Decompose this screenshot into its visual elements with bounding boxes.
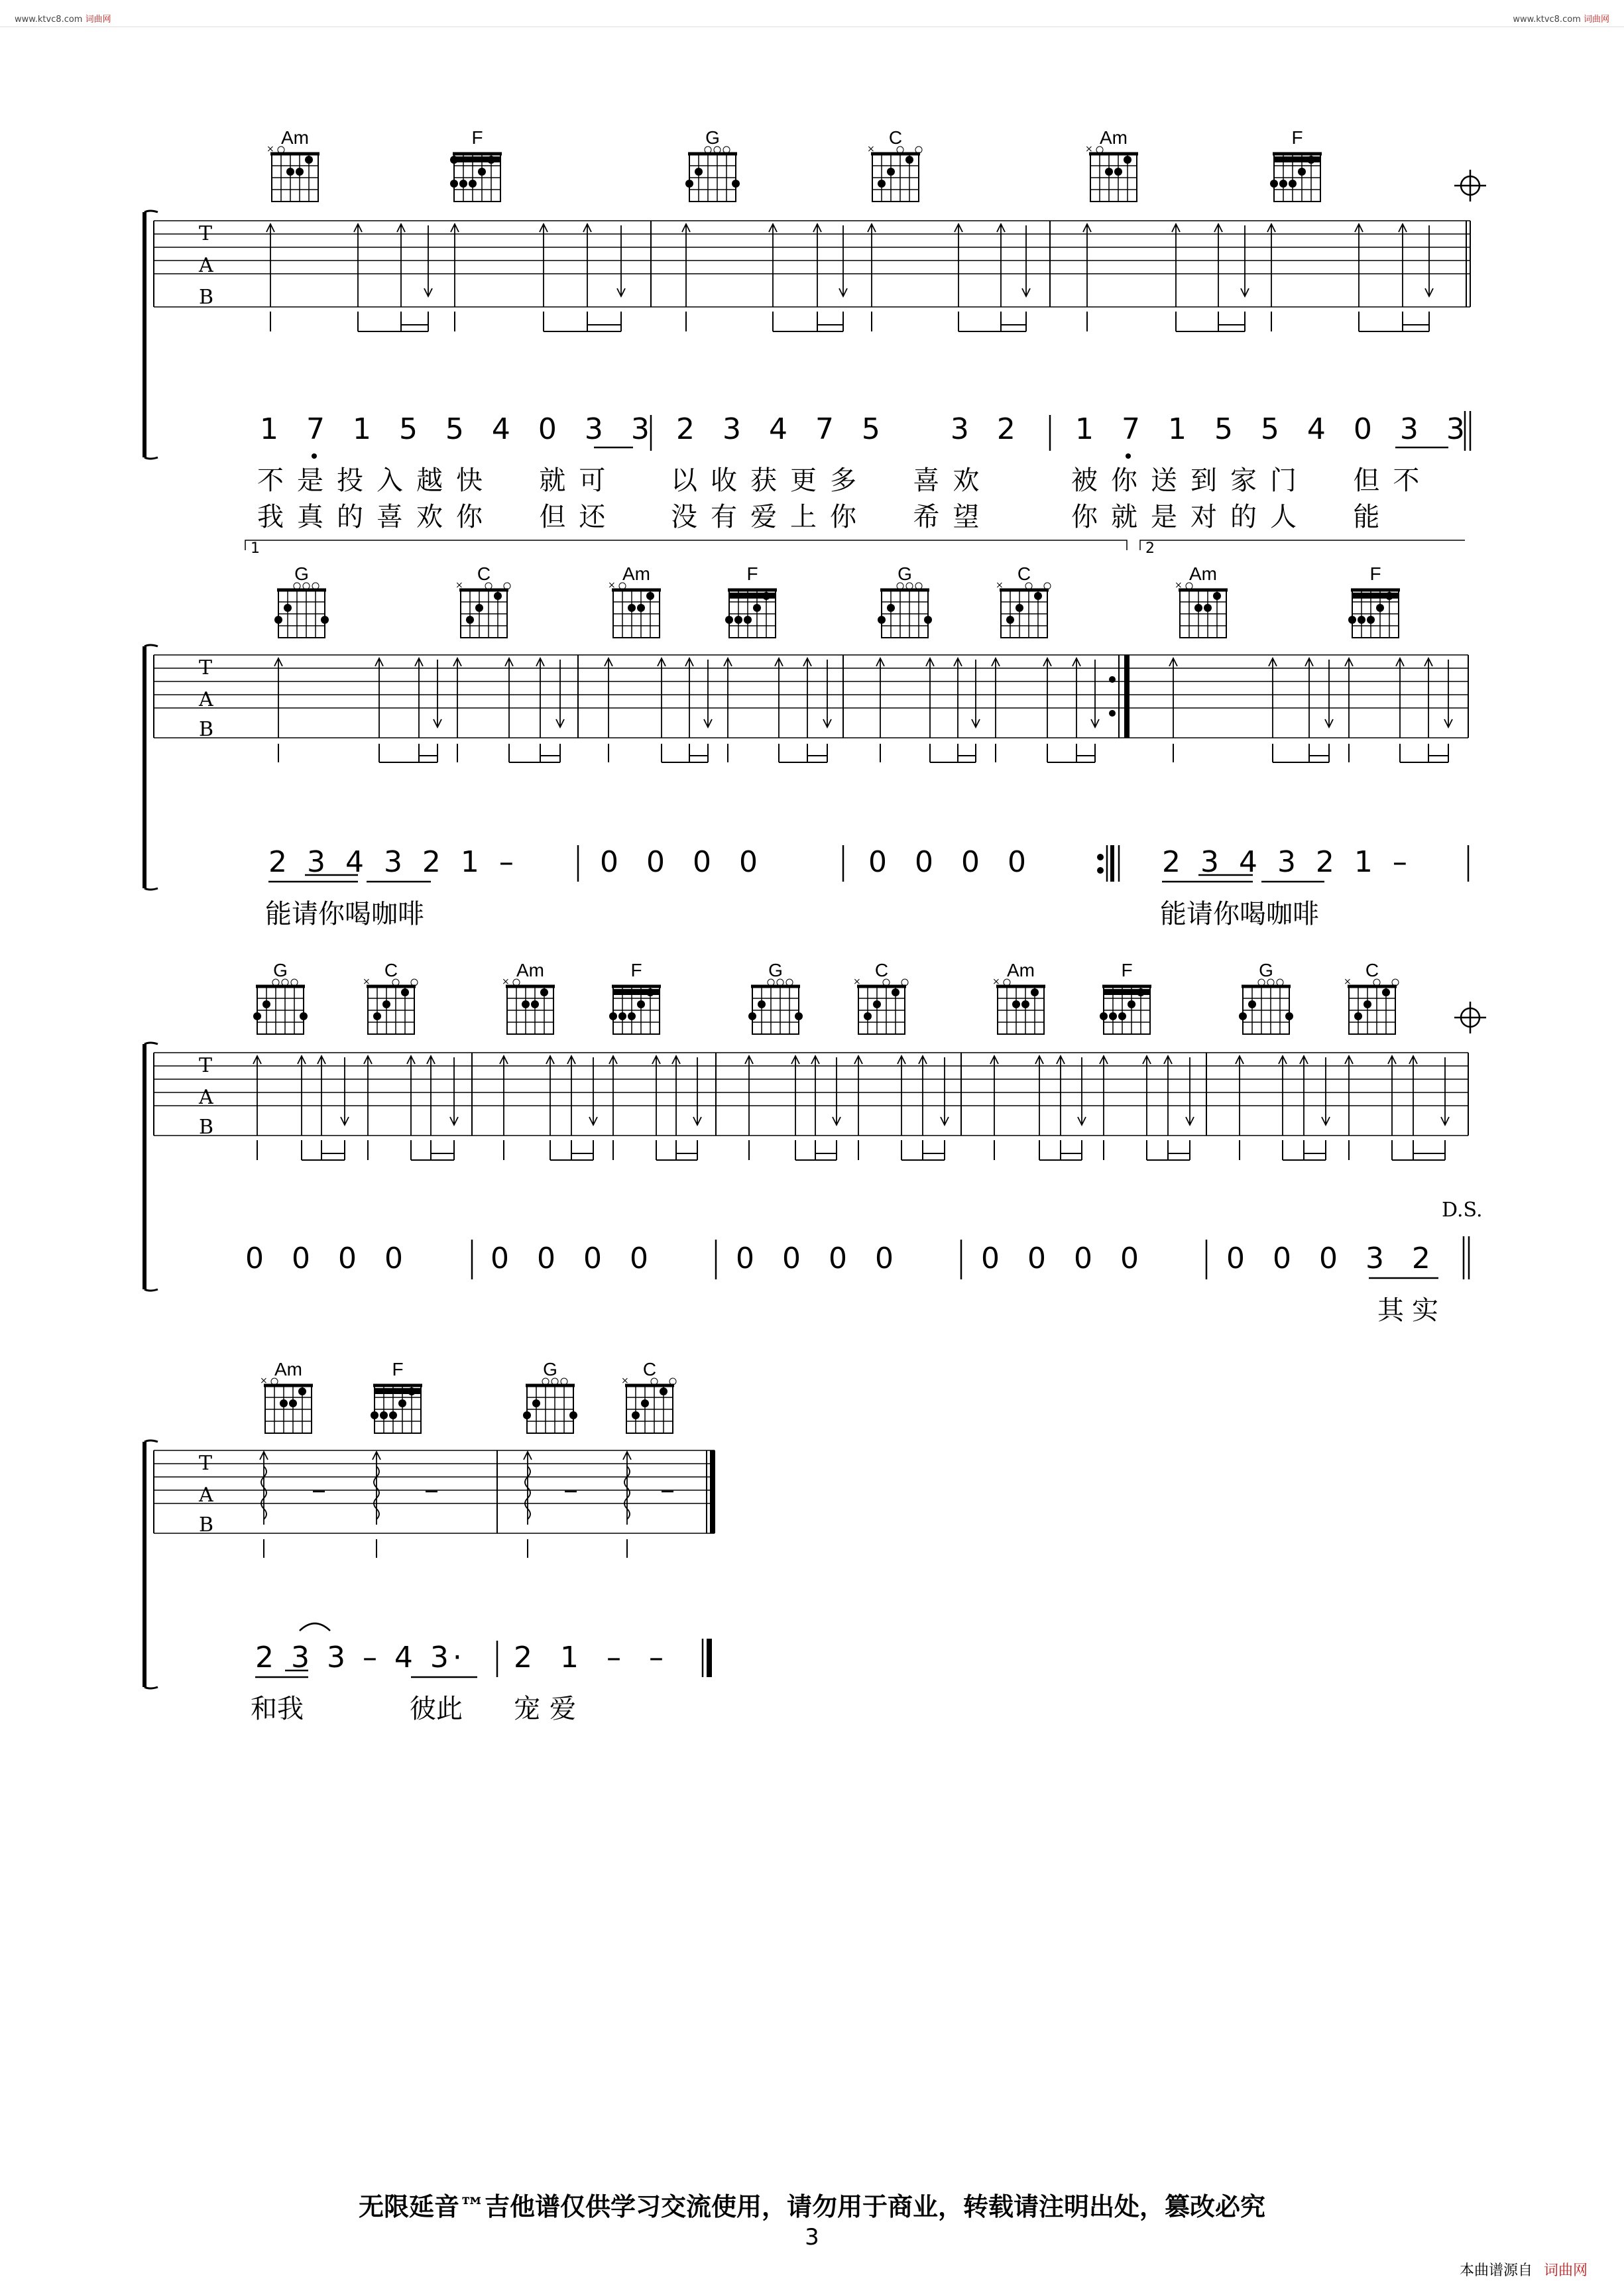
svg-text:A: A bbox=[199, 1484, 213, 1507]
svg-text:B: B bbox=[199, 1116, 214, 1139]
chord-name: G bbox=[273, 960, 288, 980]
footer-source bbox=[1460, 2259, 1588, 2280]
site-url-right[interactable]: www.ktvc8.com bbox=[1513, 15, 1581, 25]
svg-text:×: × bbox=[621, 1376, 629, 1386]
jianpu-measure: 0 0 0 0 bbox=[736, 1242, 903, 1275]
svg-text:T: T bbox=[199, 1452, 213, 1475]
svg-text:×: × bbox=[455, 580, 463, 591]
chord-name: C bbox=[384, 960, 398, 980]
lyric-line: 被你送到家门 但不 bbox=[1071, 465, 1433, 496]
chord-name: C bbox=[888, 127, 903, 148]
chord-name: C bbox=[1365, 960, 1379, 980]
svg-text:×: × bbox=[867, 144, 875, 154]
source-label: 本曲谱源自 bbox=[1459, 2262, 1533, 2279]
svg-text:B: B bbox=[199, 286, 214, 309]
chord-name: C bbox=[1017, 563, 1031, 584]
svg-text:×: × bbox=[266, 144, 274, 154]
jianpu-measure: 1 7 1 5 5 4 0 3 3 bbox=[260, 412, 656, 446]
jianpu-measure: 2 3 3 – 4 3· bbox=[255, 1641, 466, 1674]
chord-name: F bbox=[392, 1359, 404, 1379]
lyric-line: 没有爱上你 希望 bbox=[671, 502, 993, 532]
jianpu-measure: 0 0 0 0 bbox=[981, 1242, 1148, 1275]
chord-name: G bbox=[294, 563, 309, 584]
lyric-line: 其实 bbox=[1377, 1295, 1446, 1326]
jianpu-measure: 0 0 0 3 2 bbox=[1226, 1242, 1440, 1275]
svg-text:×: × bbox=[608, 580, 616, 591]
svg-text:A: A bbox=[199, 254, 213, 277]
svg-text:×: × bbox=[502, 976, 510, 987]
lyric-line: 彼此 bbox=[410, 1694, 463, 1724]
page-number: 3 bbox=[805, 2224, 819, 2251]
chord-name: Am bbox=[516, 960, 544, 980]
chord-name: C bbox=[874, 960, 889, 980]
chord-name: Am bbox=[281, 127, 309, 148]
chord-name: Am bbox=[1189, 563, 1217, 584]
volta-2-label: 2 bbox=[1145, 540, 1155, 557]
chord-name: F bbox=[1291, 127, 1303, 148]
chord-name: F bbox=[1121, 960, 1133, 980]
chord-name: G bbox=[543, 1359, 557, 1379]
jianpu-measure: 1 7 1 5 5 4 0 3 3 bbox=[1075, 412, 1472, 446]
chord-name: G bbox=[898, 563, 912, 584]
lyric-line: 能请你喝咖啡 bbox=[1160, 899, 1319, 929]
svg-text:×: × bbox=[1344, 976, 1352, 987]
jianpu-measure: 0 0 0 0 bbox=[491, 1242, 658, 1275]
system-1 bbox=[145, 144, 1486, 459]
jianpu-measure: 2 3 4 3 2 1 – bbox=[268, 845, 519, 879]
ds-marking: D.S. bbox=[1442, 1199, 1483, 1222]
chord-name: C bbox=[477, 563, 491, 584]
chord-name: Am bbox=[622, 563, 650, 584]
lyric-line: 我真的喜欢你 但还 bbox=[257, 502, 619, 532]
svg-text:A: A bbox=[199, 1086, 213, 1109]
svg-text:T: T bbox=[199, 656, 213, 679]
site-url[interactable]: www.ktvc8.com bbox=[15, 15, 83, 25]
chord-name: F bbox=[630, 960, 642, 980]
chord-name: F bbox=[471, 127, 483, 148]
jianpu-measure: 2 3 4 3 2 1 – bbox=[1162, 845, 1413, 879]
svg-text:×: × bbox=[992, 976, 1000, 987]
jianpu-measure: 0 0 0 0 bbox=[868, 845, 1035, 879]
chord-name: F bbox=[746, 563, 758, 584]
jianpu-measure: 0 0 0 0 bbox=[600, 845, 767, 879]
chord-name: G bbox=[1259, 960, 1273, 980]
chord-name: Am bbox=[1100, 127, 1128, 148]
chord-name: Am bbox=[274, 1359, 302, 1379]
lyric-line: 以收获更多 喜欢 bbox=[671, 465, 993, 496]
svg-text:×: × bbox=[1175, 580, 1183, 591]
svg-text:×: × bbox=[853, 976, 861, 987]
lyric-line: 你就是对的人 能 bbox=[1071, 502, 1393, 532]
system-2 bbox=[145, 540, 1468, 890]
svg-text:T: T bbox=[199, 222, 213, 245]
site-link[interactable]: 词曲网 bbox=[85, 15, 111, 25]
svg-text:A: A bbox=[199, 688, 213, 711]
jianpu-measure: 2 3 4 7 5 3 2 bbox=[676, 412, 1022, 446]
svg-text:B: B bbox=[199, 718, 214, 741]
volta-1-label: 1 bbox=[251, 540, 260, 557]
svg-text:T: T bbox=[199, 1054, 213, 1077]
jianpu-measure: 2 1 – – bbox=[514, 1641, 673, 1674]
chord-name: G bbox=[705, 127, 720, 148]
svg-text:×: × bbox=[1085, 144, 1093, 154]
source-link[interactable]: 词曲网 bbox=[1543, 2262, 1588, 2279]
chord-name: G bbox=[768, 960, 783, 980]
svg-text:×: × bbox=[260, 1376, 268, 1386]
chord-name: C bbox=[642, 1359, 657, 1379]
chord-name: Am bbox=[1007, 960, 1035, 980]
lyric-line: 能请你喝咖啡 bbox=[265, 899, 424, 929]
svg-text:×: × bbox=[996, 580, 1004, 591]
chord-name: F bbox=[1369, 563, 1381, 584]
svg-text:×: × bbox=[363, 976, 371, 987]
lyric-line: 不是投入越快 就可 bbox=[257, 465, 619, 496]
site-link-right[interactable]: 词曲网 bbox=[1583, 15, 1609, 25]
jianpu-measure: 0 0 0 0 bbox=[245, 1242, 412, 1275]
footer-disclaimer: 无限延音™吉他谱仅供学习交流使用，请勿用于商业，转载请注明出处，篡改必究 bbox=[358, 2192, 1265, 2221]
svg-text:B: B bbox=[199, 1513, 214, 1537]
lyric-line: 宠爱 bbox=[514, 1694, 585, 1724]
lyric-line: 和我 bbox=[251, 1694, 304, 1724]
